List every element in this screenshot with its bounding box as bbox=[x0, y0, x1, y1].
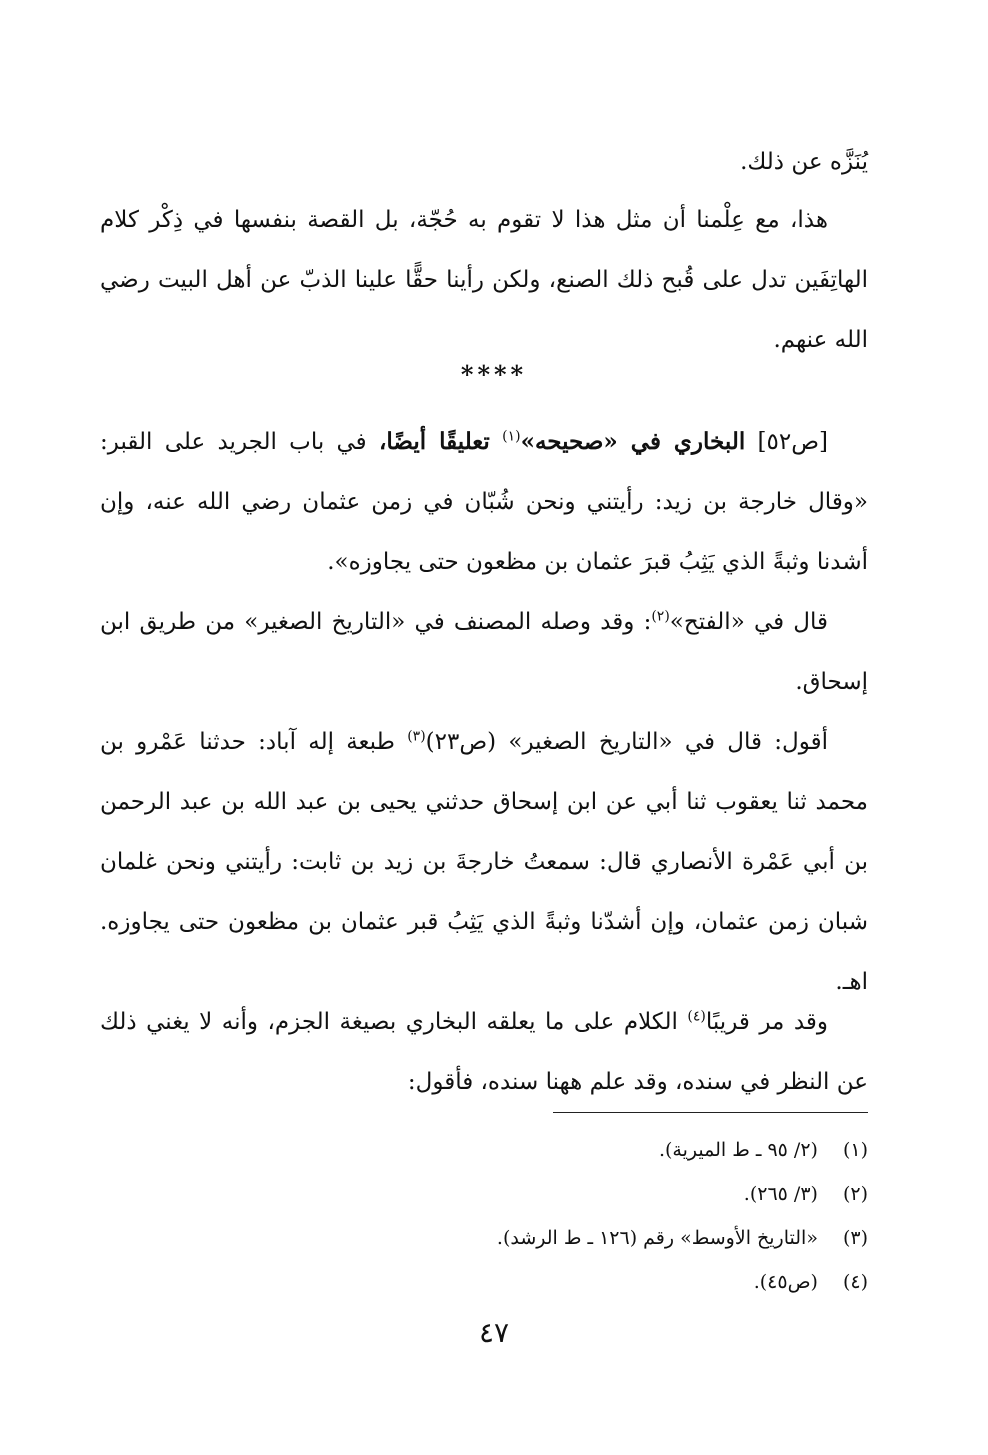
footnote-text: (ص٤٥). bbox=[753, 1271, 818, 1293]
footnote-marker-1: (١) bbox=[502, 428, 521, 445]
paragraph-1-text: يُنَزَّه عن ذلك. bbox=[740, 149, 868, 175]
footnote-marker-3: (٣) bbox=[407, 728, 426, 745]
paragraph-4 bbox=[100, 592, 868, 712]
bold-phrase-bukhari: البخاري في «صحيحه» bbox=[520, 428, 746, 455]
footnote-item bbox=[100, 1260, 868, 1304]
paragraph-6-rest: الكلام على ما يعلقه البخاري بصيغة الجزم، وأنه لا يغني ذلك عن النظر في سنده، وقد علم ههنا سنده، فأقول: bbox=[100, 1009, 868, 1095]
paragraph-6-start: وقد مر قريبًا bbox=[705, 1009, 829, 1035]
footnote-item bbox=[100, 1172, 868, 1216]
paragraph-2-text: هذا، مع عِلْمنا أن مثل هذا لا تقوم به حُجّة، بل القصة بنفسها في ذِكْر كلام الهاتِفَين تدل على قُبح ذلك الصنع، ولكن رأينا حقًّا علينا الذبّ عن أهل البيت رضي الله عنهم. bbox=[100, 207, 868, 353]
paragraph-6-text bbox=[100, 992, 868, 1112]
paragraph-4-start: قال في «الفتح» bbox=[669, 609, 829, 635]
bold-phrase-taliq: تعليقًا أيضًا، bbox=[378, 428, 490, 455]
paragraph-4-text bbox=[100, 592, 868, 712]
page-number: ٤٧ bbox=[478, 1316, 510, 1349]
paragraph-3 bbox=[100, 412, 868, 592]
paragraph-5-start: أقول: قال في «التاريخ الصغير» (ص٢٣) bbox=[425, 729, 829, 755]
page-reference: [ص٥٢] bbox=[757, 429, 828, 455]
paragraph-1 bbox=[100, 132, 868, 192]
footnote-number: (٢) bbox=[842, 1183, 868, 1205]
footnote-text: (٢/ ٩٥ ـ ط الميرية). bbox=[658, 1139, 818, 1161]
paragraph-3-rest: في باب الجريد على القبر: «وقال خارجة بن زيد: رأيتني ونحن شُبّان في زمن عثمان رضي الله عنه، وإن أشدنا وثبةً الذي يَثِبُ قبرَ عثمان بن مظعون حتى يجاوزه». bbox=[100, 429, 868, 575]
footnote-number: (٤) bbox=[842, 1271, 868, 1293]
paragraph-5-rest: طبعة إله آباد: حدثنا عَمْرو بن محمد ثنا يعقوب ثنا أبي عن ابن إسحاق حدثني يحيى بن عبد الله بن عبد الرحمن بن أبي عَمْرة الأنصاري قال: سمعتُ خارجةَ بن زيد بن ثابت: رأيتني ونحن غلمان شبان زمن عثمان، وإن أشدّنا وثبةً الذي يَثِبُ قبر عثمان بن مظعون حتى يجاوزه. اهـ. bbox=[100, 729, 868, 995]
paragraph-2 bbox=[100, 190, 868, 370]
footnote-marker-4: (٤) bbox=[687, 1008, 706, 1025]
footnote-number: (١) bbox=[842, 1139, 868, 1161]
paragraph-3-text bbox=[100, 412, 868, 592]
paragraph-5-text bbox=[100, 712, 868, 1012]
paragraph-4-rest: : وقد وصله المصنف في «التاريخ الصغير» من طريق ابن إسحاق. bbox=[100, 609, 868, 695]
footnote-divider bbox=[553, 1112, 868, 1113]
footnotes bbox=[100, 1128, 868, 1304]
paragraph-6 bbox=[100, 992, 868, 1112]
footnote-item bbox=[100, 1128, 868, 1172]
footnote-item bbox=[100, 1216, 868, 1260]
footnote-number: (٣) bbox=[842, 1227, 868, 1249]
footnote-text: «التاريخ الأوسط» رقم (١٢٦ ـ ط الرشد). bbox=[496, 1227, 818, 1249]
paragraph-5 bbox=[100, 712, 868, 1012]
section-separator: **** bbox=[460, 360, 528, 389]
footnote-marker-2: (٢) bbox=[651, 608, 670, 625]
footnote-text: (٣/ ٢٦٥). bbox=[743, 1183, 818, 1205]
